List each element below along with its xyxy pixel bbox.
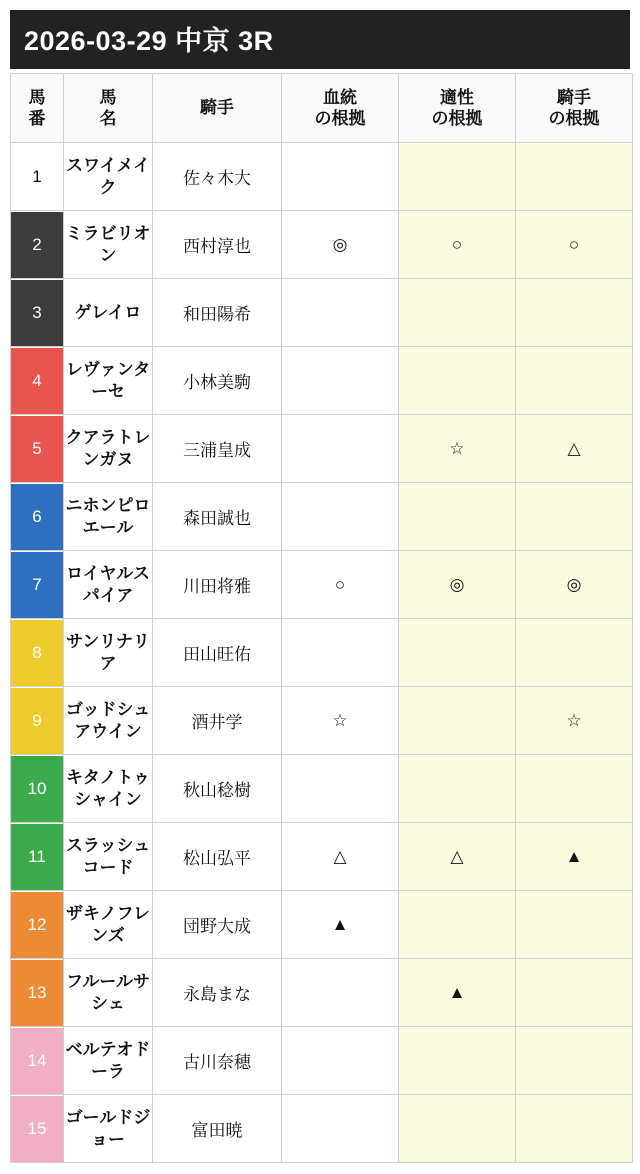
table-row	[11, 347, 633, 415]
column-header-horse-number-line2: 番	[28, 109, 46, 128]
table-row	[11, 755, 633, 823]
page-title: 2026-03-29 中京 3R	[10, 10, 630, 69]
horse-name-cell[interactable]: ロイヤルスパイア	[64, 551, 153, 619]
horse-number-cell	[11, 959, 64, 1027]
horse-name-cell[interactable]: フルールサシェ	[64, 959, 153, 1027]
pedigree-reason-cell: ○	[282, 551, 399, 619]
table-row	[11, 415, 633, 483]
aptitude-reason-cell	[399, 687, 516, 755]
jockey-reason-cell	[516, 143, 633, 211]
jockey-reason-cell	[516, 619, 633, 687]
horse-name-cell[interactable]: ゴッドシュアウイン	[64, 687, 153, 755]
table-row	[11, 279, 633, 347]
horse-number-cell	[11, 347, 64, 415]
horse-name-cell[interactable]: レヴァンターセ	[64, 347, 153, 415]
table-body	[11, 143, 633, 1163]
jockey-reason-cell: ◎	[516, 551, 633, 619]
horse-number-badge: 2	[11, 212, 63, 278]
horse-name-cell[interactable]: ニホンピロエール	[64, 483, 153, 551]
column-header-jockey-reason-line1: 騎手	[557, 87, 591, 107]
aptitude-reason-cell	[399, 143, 516, 211]
horse-number-badge: 5	[11, 416, 63, 482]
table-row	[11, 1027, 633, 1095]
table-row	[11, 823, 633, 891]
table-row	[11, 687, 633, 755]
horse-number-cell	[11, 687, 64, 755]
horse-name-cell[interactable]: キタノトゥシャイン	[64, 755, 153, 823]
horse-name-cell[interactable]: ベルテオドーラ	[64, 1027, 153, 1095]
horse-number-badge: 8	[11, 620, 63, 686]
horse-number-badge: 4	[11, 348, 63, 414]
horse-number-cell	[11, 143, 64, 211]
horse-number-badge: 14	[11, 1028, 63, 1094]
pedigree-reason-cell	[282, 279, 399, 347]
jockey-name-cell[interactable]: 団野大成	[153, 891, 282, 959]
horse-name-cell[interactable]: スラッシュコード	[64, 823, 153, 891]
horse-number-badge: 1	[11, 144, 63, 210]
horse-number-badge: 10	[11, 756, 63, 822]
table-row	[11, 483, 633, 551]
aptitude-reason-cell: ☆	[399, 415, 516, 483]
aptitude-reason-cell	[399, 891, 516, 959]
horse-name-cell[interactable]: ミラビリオン	[64, 211, 153, 279]
pedigree-reason-cell: ☆	[282, 687, 399, 755]
column-header-aptitude-reason	[399, 74, 516, 143]
pedigree-reason-cell	[282, 483, 399, 551]
column-header-aptitude-reason-line2: の根拠	[431, 109, 483, 128]
pedigree-reason-cell	[282, 959, 399, 1027]
aptitude-reason-cell	[399, 619, 516, 687]
table-header-row	[11, 74, 633, 143]
column-header-horse-number-line1: 馬	[28, 87, 46, 107]
race-table	[10, 73, 633, 1163]
horse-name-cell[interactable]: ゲレイロ	[64, 279, 153, 347]
jockey-reason-cell: ☆	[516, 687, 633, 755]
pedigree-reason-cell	[282, 619, 399, 687]
jockey-reason-cell	[516, 347, 633, 415]
column-header-pedigree-reason-line2: の根拠	[314, 109, 366, 128]
horse-number-badge: 3	[11, 280, 63, 346]
aptitude-reason-cell	[399, 1027, 516, 1095]
table-row	[11, 1095, 633, 1163]
column-header-jockey	[153, 74, 282, 143]
jockey-name-cell[interactable]: 西村淳也	[153, 211, 282, 279]
horse-number-cell	[11, 1095, 64, 1163]
jockey-name-cell[interactable]: 小林美駒	[153, 347, 282, 415]
aptitude-reason-cell	[399, 279, 516, 347]
jockey-name-cell[interactable]: 酒井学	[153, 687, 282, 755]
horse-name-cell[interactable]: ゴールドジョー	[64, 1095, 153, 1163]
pedigree-reason-cell: ◎	[282, 211, 399, 279]
horse-number-cell	[11, 415, 64, 483]
column-header-jockey-line1: 騎手	[200, 98, 234, 118]
aptitude-reason-cell	[399, 1095, 516, 1163]
horse-number-cell	[11, 551, 64, 619]
table-header	[11, 74, 633, 143]
table-row	[11, 551, 633, 619]
pedigree-reason-cell: ▲	[282, 891, 399, 959]
jockey-name-cell[interactable]: 永島まな	[153, 959, 282, 1027]
column-header-horse-number	[11, 74, 64, 143]
horse-number-badge: 12	[11, 892, 63, 958]
jockey-name-cell[interactable]: 和田陽希	[153, 279, 282, 347]
column-header-horse-name	[64, 74, 153, 143]
horse-number-badge: 6	[11, 484, 63, 550]
horse-number-cell	[11, 891, 64, 959]
pedigree-reason-cell	[282, 1095, 399, 1163]
horse-number-badge: 11	[11, 824, 63, 890]
column-header-pedigree-reason	[282, 74, 399, 143]
horse-number-cell	[11, 211, 64, 279]
aptitude-reason-cell	[399, 755, 516, 823]
horse-number-cell	[11, 483, 64, 551]
aptitude-reason-cell: ○	[399, 211, 516, 279]
jockey-reason-cell	[516, 755, 633, 823]
pedigree-reason-cell	[282, 415, 399, 483]
aptitude-reason-cell	[399, 483, 516, 551]
column-header-horse-name-line1: 馬	[99, 87, 117, 107]
jockey-name-cell[interactable]: 川田将雅	[153, 551, 282, 619]
aptitude-reason-cell: △	[399, 823, 516, 891]
horse-number-cell	[11, 823, 64, 891]
jockey-name-cell[interactable]: 松山弘平	[153, 823, 282, 891]
table-row	[11, 959, 633, 1027]
pedigree-reason-cell: △	[282, 823, 399, 891]
table-row	[11, 891, 633, 959]
jockey-reason-cell	[516, 1095, 633, 1163]
pedigree-reason-cell	[282, 143, 399, 211]
aptitude-reason-cell	[399, 347, 516, 415]
jockey-reason-cell	[516, 279, 633, 347]
jockey-name-cell[interactable]: 三浦皇成	[153, 415, 282, 483]
jockey-reason-cell: ▲	[516, 823, 633, 891]
jockey-reason-cell	[516, 483, 633, 551]
table-row	[11, 211, 633, 279]
horse-number-badge: 9	[11, 688, 63, 754]
horse-name-cell[interactable]: スワイメイク	[64, 143, 153, 211]
jockey-reason-cell	[516, 1027, 633, 1095]
jockey-name-cell[interactable]: 森田誠也	[153, 483, 282, 551]
horse-number-cell	[11, 1027, 64, 1095]
jockey-reason-cell: ○	[516, 211, 633, 279]
column-header-horse-name-line2: 名	[99, 109, 117, 128]
jockey-reason-cell: △	[516, 415, 633, 483]
jockey-name-cell[interactable]: 佐々木大	[153, 143, 282, 211]
pedigree-reason-cell	[282, 755, 399, 823]
horse-name-cell[interactable]: ザキノフレンズ	[64, 891, 153, 959]
jockey-name-cell[interactable]: 田山旺佑	[153, 619, 282, 687]
column-header-jockey-reason-line2: の根拠	[548, 109, 600, 128]
aptitude-reason-cell: ◎	[399, 551, 516, 619]
horse-number-badge: 13	[11, 960, 63, 1026]
jockey-name-cell[interactable]: 古川奈穂	[153, 1027, 282, 1095]
column-header-jockey-reason	[516, 74, 633, 143]
pedigree-reason-cell	[282, 347, 399, 415]
horse-number-badge: 15	[11, 1096, 63, 1162]
pedigree-reason-cell	[282, 1027, 399, 1095]
jockey-reason-cell	[516, 959, 633, 1027]
horse-number-cell	[11, 279, 64, 347]
table-row	[11, 143, 633, 211]
column-header-aptitude-reason-line1: 適性	[440, 87, 474, 107]
column-header-pedigree-reason-line1: 血統	[323, 87, 357, 107]
jockey-reason-cell	[516, 891, 633, 959]
horse-number-cell	[11, 619, 64, 687]
jockey-name-cell[interactable]: 富田暁	[153, 1095, 282, 1163]
horse-name-cell[interactable]: サンリナリア	[64, 619, 153, 687]
jockey-name-cell[interactable]: 秋山稔樹	[153, 755, 282, 823]
horse-number-badge: 7	[11, 552, 63, 618]
horse-name-cell[interactable]: クアラトレンガヌ	[64, 415, 153, 483]
aptitude-reason-cell: ▲	[399, 959, 516, 1027]
table-row	[11, 619, 633, 687]
horse-number-cell	[11, 755, 64, 823]
